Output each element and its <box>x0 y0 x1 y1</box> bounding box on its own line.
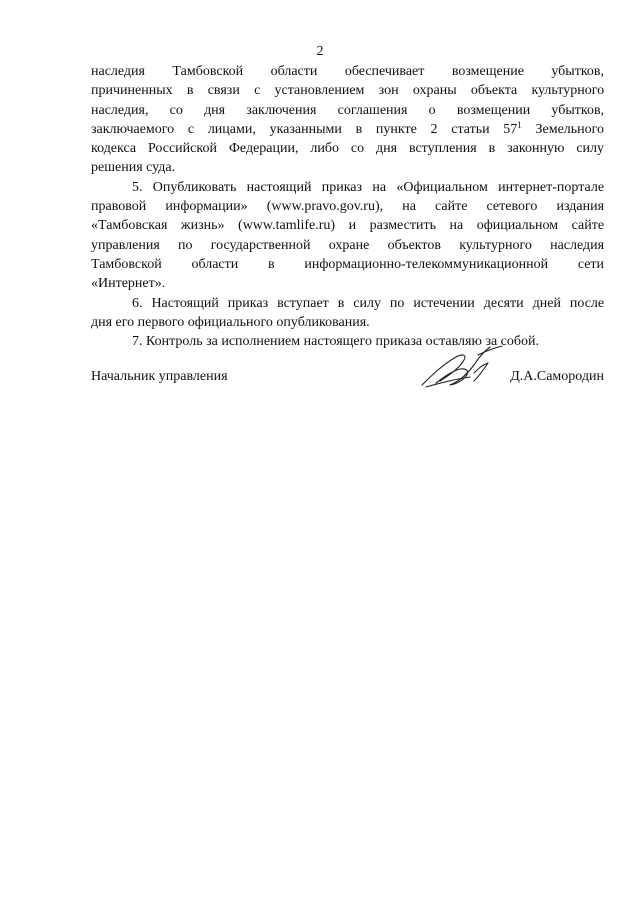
line-word: Российской <box>147 141 217 157</box>
line-word: дня <box>375 141 398 157</box>
line-word: сайте <box>435 199 468 215</box>
line-word: интернет-портале <box>498 179 605 195</box>
item-5-line <box>91 178 604 197</box>
line-word: информационно-телекоммуникационной <box>304 256 549 272</box>
line-word: на <box>449 218 464 234</box>
paragraph-line <box>91 101 604 120</box>
signer-title: Начальник управления <box>91 369 228 384</box>
line-word: причиненных <box>91 83 173 99</box>
article-superscript: 1 <box>517 119 522 130</box>
line-word: издания <box>556 199 605 215</box>
line-word: Опубликовать <box>152 179 237 195</box>
line-word: по <box>389 295 405 311</box>
line-word: 2 <box>430 121 438 137</box>
line-word: культурного <box>531 83 605 99</box>
line-word: «Официальном <box>396 179 488 195</box>
line-word: установлением <box>274 83 365 99</box>
line-word: объектов <box>387 237 441 253</box>
line-word: Федерации, <box>228 141 299 157</box>
line-word: на <box>372 179 387 195</box>
line-word: охране <box>328 237 370 253</box>
line-word: управления <box>91 237 160 253</box>
item-5-line <box>91 236 604 255</box>
item-5-line-last: «Интернет». <box>91 276 166 292</box>
line-word: наследия <box>91 64 145 79</box>
line-word: со <box>169 102 183 118</box>
line-word: области <box>270 64 318 79</box>
line-word: наследия, <box>91 102 149 118</box>
line-word: возмещении <box>456 102 531 118</box>
line-word: силу <box>353 295 381 311</box>
line-word: Земельного <box>535 121 605 137</box>
line-word: в <box>186 83 194 99</box>
line-word: с <box>254 83 261 99</box>
line-word: (www.pravo.gov.ru), <box>266 199 384 215</box>
line-word: Настоящий <box>151 295 219 311</box>
line-word: в <box>355 121 363 137</box>
line-word: приказ <box>321 179 363 195</box>
line-word: на <box>402 199 416 215</box>
line-word: сети <box>577 256 605 272</box>
line-word: кодекса <box>91 141 137 157</box>
line-word: убытков, <box>551 102 605 118</box>
line-word: убытков, <box>551 64 605 79</box>
line-word: разместить <box>369 218 436 234</box>
item-6-line <box>91 294 604 313</box>
item-5-line <box>91 216 604 235</box>
paragraph-line <box>91 120 604 139</box>
item-6-line-last: дня его первого официального опубликования. <box>91 314 370 330</box>
line-word: связи <box>207 83 240 99</box>
line-word: зон <box>378 83 399 99</box>
item-7-line: 7. Контроль за исполнением настоящего приказа оставляю за собой. <box>132 334 540 350</box>
line-word: обеспечивает <box>344 64 425 79</box>
page-number: 2 <box>316 44 324 59</box>
signature-block <box>91 363 604 393</box>
line-word: истечении <box>413 295 475 311</box>
line-word: вступления <box>408 141 477 157</box>
line-word: о <box>428 102 436 118</box>
line-word: статьи <box>451 121 490 137</box>
paragraph-line <box>91 139 604 158</box>
line-word: Тамбовской <box>91 256 162 272</box>
paragraph-line-last: решения суда. <box>91 160 176 176</box>
line-word: со <box>350 141 365 157</box>
line-word: и <box>348 218 357 234</box>
line-word: с <box>187 121 195 137</box>
line-word: законную <box>507 141 565 157</box>
line-word: настоящий <box>246 179 312 195</box>
line-word: сайте <box>571 218 605 234</box>
item-5-line <box>91 255 604 274</box>
line-word: приказ <box>227 295 269 311</box>
line-word: силу <box>576 141 605 157</box>
line-word: либо <box>310 141 339 157</box>
line-word: «Тамбовская <box>91 218 168 234</box>
line-word: охраны <box>412 83 457 99</box>
item-5-line <box>91 197 604 216</box>
document-body <box>91 62 604 351</box>
line-word: официальном <box>476 218 559 234</box>
handwritten-signature <box>416 343 506 393</box>
line-word: в <box>337 295 345 311</box>
paragraph-line <box>91 81 604 100</box>
line-words <box>91 122 490 137</box>
line-word: в <box>488 141 496 157</box>
line-word: пункте <box>375 121 417 137</box>
line-word: возмещение <box>451 64 524 79</box>
line-word: 5. <box>132 179 143 195</box>
line-word: области <box>191 256 239 272</box>
signer-name: Д.А.Самородин <box>510 369 604 384</box>
line-word: 6. <box>132 295 143 311</box>
line-word: жизнь» <box>180 218 225 234</box>
line-word: лицами, <box>207 121 256 137</box>
line-word: правовой <box>91 199 147 215</box>
line-word: по <box>178 237 193 253</box>
line-word: сетевого <box>486 199 538 215</box>
line-word: заключения <box>246 102 317 118</box>
line-word: после <box>569 295 605 311</box>
article-number: $57^1$ <box>503 119 522 137</box>
line-word: дня <box>204 102 226 118</box>
line-word: наследия <box>550 237 605 253</box>
line-word: соглашения <box>337 102 408 118</box>
line-word: указанными <box>269 121 342 137</box>
line-word: информации» <box>165 199 248 215</box>
line-word: десяти <box>483 295 524 311</box>
line-word: заключаемого <box>91 121 175 137</box>
line-word: в <box>267 256 275 272</box>
line-word: Тамбовской <box>172 64 244 79</box>
line-word: (www.tamlife.ru) <box>238 218 336 234</box>
line-word: вступает <box>277 295 329 311</box>
paragraph-line <box>91 62 604 81</box>
line-word: государственной <box>210 237 311 253</box>
line-word: объекта <box>470 83 518 99</box>
line-word: культурного <box>459 237 532 253</box>
line-word: дней <box>532 295 561 311</box>
